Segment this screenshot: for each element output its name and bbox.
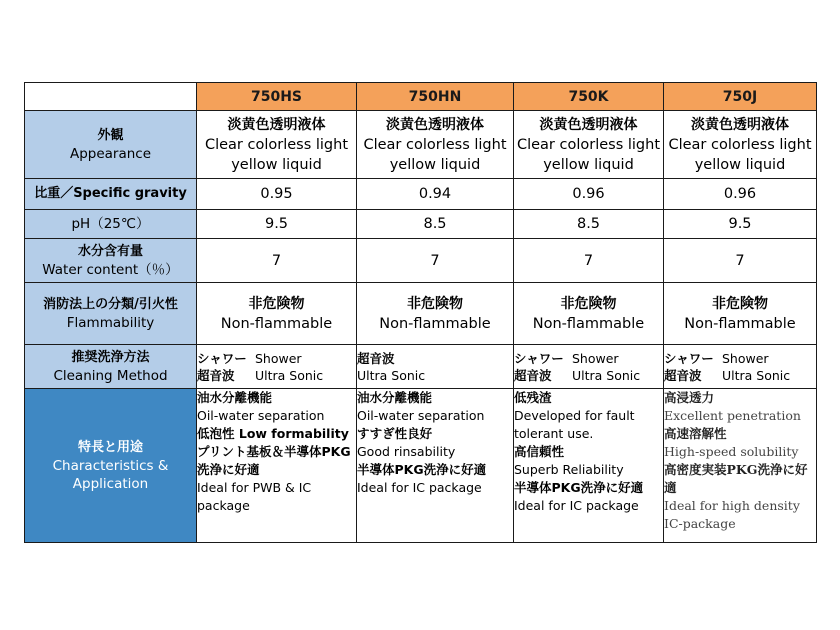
method-line (197, 350, 356, 367)
value-jp: 非危険物 (248, 295, 305, 312)
value-jp: 淡黄色透明液体 (227, 116, 326, 133)
specific-gravity-750j: 0.96 (664, 179, 817, 210)
product-header-750k: 750K (514, 83, 664, 111)
characteristics-label (25, 389, 197, 543)
method-line (514, 367, 663, 384)
label-text: pH（25℃） (71, 216, 150, 232)
value-jp: 非危険物 (407, 295, 463, 312)
flammability-750j (664, 283, 817, 345)
feature-en: Good rinsability (357, 444, 456, 459)
label-en: Characteristics & Application (52, 457, 169, 492)
feature-jp: 高密度実装PKG洗浄に好適 (664, 462, 808, 495)
feature-en: Excellent penetration (664, 408, 801, 423)
specific-gravity-750hs: 0.95 (197, 179, 357, 210)
appearance-750k (514, 111, 664, 179)
appearance-750j (664, 111, 817, 179)
feature-jp: 高速溶解性 (664, 426, 727, 441)
value-jp: 非危険物 (712, 295, 768, 312)
method-en: Ultra Sonic (357, 367, 426, 383)
feature-en: Developed for fault tolerant use. (514, 408, 635, 441)
feature-en: Ideal for IC package (514, 498, 639, 513)
method-en: Shower (722, 350, 769, 366)
method-en: Ultra Sonic (572, 367, 641, 383)
product-header-750j: 750J (664, 83, 817, 111)
feature-jp: 油水分離機能 (357, 390, 433, 405)
method-jp: 超音波 (664, 367, 702, 383)
characteristics-750hs (197, 389, 357, 543)
label-en: Flammability (66, 314, 155, 331)
characteristics-750j (664, 389, 817, 543)
characteristics-row (25, 389, 817, 543)
water-content-row (25, 239, 817, 283)
feature-en: Superb Reliability (514, 462, 624, 477)
value-en: Clear colorless light yellow liquid (668, 136, 812, 173)
header-row (25, 83, 817, 111)
feature-jp: 半導体PKG洗浄に好適 (514, 480, 644, 495)
cleaning-method-row (25, 345, 817, 389)
label-en: Appearance (69, 145, 152, 162)
method-en: Shower (255, 350, 302, 366)
water-content-750k: 7 (514, 239, 664, 283)
water-content-label (25, 239, 197, 283)
water-content-750hn: 7 (357, 239, 514, 283)
label-en: Water content（％） (42, 261, 179, 278)
method-line (357, 367, 513, 384)
value-jp: 淡黄色透明液体 (539, 116, 638, 133)
feature-en: Ideal for PWB & IC package (197, 480, 312, 513)
feature-en: Oil-water separation (357, 408, 485, 423)
method-en: Shower (572, 350, 619, 366)
feature-jp: 低残渣 (514, 390, 552, 405)
method-jp: シャワー (664, 350, 714, 366)
value-en: Clear colorless light yellow liquid (516, 136, 661, 173)
method-jp: 超音波 (514, 367, 552, 383)
method-line (664, 367, 816, 384)
appearance-750hs (197, 111, 357, 179)
label-en: Cleaning Method (53, 367, 168, 384)
feature-jp: 油水分離機能 (197, 390, 273, 405)
flammability-750hs (197, 283, 357, 345)
value-jp: 淡黄色透明液体 (691, 116, 789, 133)
specific-gravity-750hn: 0.94 (357, 179, 514, 210)
feature-jp: プリント基板＆半導体PKG洗浄に好適 (197, 444, 351, 477)
method-line (664, 350, 816, 367)
ph-750hs: 9.5 (197, 210, 357, 239)
ph-row (25, 210, 817, 239)
appearance-row (25, 111, 817, 179)
product-spec-table (24, 82, 817, 543)
specific-gravity-row (25, 179, 817, 210)
value-en: Non-flammable (684, 315, 796, 332)
product-header-750hs: 750HS (197, 83, 357, 111)
ph-label (25, 210, 197, 239)
flammability-750k (514, 283, 664, 345)
ph-750j: 9.5 (664, 210, 817, 239)
value-jp: 淡黄色透明液体 (386, 116, 484, 133)
appearance-label (25, 111, 197, 179)
feature-en: High-speed solubility (664, 444, 799, 459)
label-jp: 外観 (97, 127, 124, 143)
product-header-750hn: 750HN (357, 83, 514, 111)
method-en: Ultra Sonic (255, 367, 324, 383)
value-en: Non-flammable (532, 315, 645, 332)
method-jp: シャワー (197, 350, 247, 366)
value-en: Clear colorless light yellow liquid (363, 136, 507, 173)
corner-cell (25, 83, 197, 111)
water-content-750hs: 7 (197, 239, 357, 283)
feature-en: Oil-water separation (197, 408, 325, 423)
label-jp: 消防法上の分類/引火性 (43, 296, 178, 312)
method-line (514, 350, 663, 367)
flammability-750hn (357, 283, 514, 345)
method-jp: 超音波 (197, 367, 235, 383)
value-en: Non-flammable (220, 315, 333, 332)
label-jp: 推奨洗浄方法 (71, 349, 150, 365)
feature-en: Ideal for IC package (357, 480, 482, 495)
feature-jp: 半導体PKG洗浄に好適 (357, 462, 487, 477)
method-line (197, 367, 356, 384)
value-en: Non-flammable (379, 315, 491, 332)
water-content-750j: 7 (664, 239, 817, 283)
characteristics-750hn (357, 389, 514, 543)
flammability-row (25, 283, 817, 345)
method-line (357, 350, 513, 367)
method-jp: 超音波 (357, 350, 395, 366)
feature-jp: すすぎ性良好 (357, 426, 433, 441)
value-en: Clear colorless light yellow liquid (204, 136, 349, 173)
cleaning-method-750k (514, 345, 664, 389)
specific-gravity-750k: 0.96 (514, 179, 664, 210)
appearance-750hn (357, 111, 514, 179)
feature-jp: 高信頼性 (514, 444, 565, 459)
feature-en: Ideal for high density IC-package (664, 498, 800, 531)
ph-750hn: 8.5 (357, 210, 514, 239)
cleaning-method-label (25, 345, 197, 389)
label-jp: 特長と用途 (77, 439, 143, 455)
cleaning-method-750j (664, 345, 817, 389)
cleaning-method-750hs (197, 345, 357, 389)
method-en: Ultra Sonic (722, 367, 791, 383)
ph-750k: 8.5 (514, 210, 664, 239)
cleaning-method-750hn (357, 345, 514, 389)
feature-jp: 低泡性 Low formability (197, 426, 349, 441)
method-jp: シャワー (514, 350, 564, 366)
characteristics-750k (514, 389, 664, 543)
label-jp: 水分含有量 (77, 243, 143, 259)
value-jp: 非危険物 (560, 295, 617, 312)
specific-gravity-label (25, 179, 197, 210)
flammability-label (25, 283, 197, 345)
label-text: 比重／Specific gravity (34, 186, 187, 201)
feature-jp: 高浸透力 (664, 390, 715, 405)
